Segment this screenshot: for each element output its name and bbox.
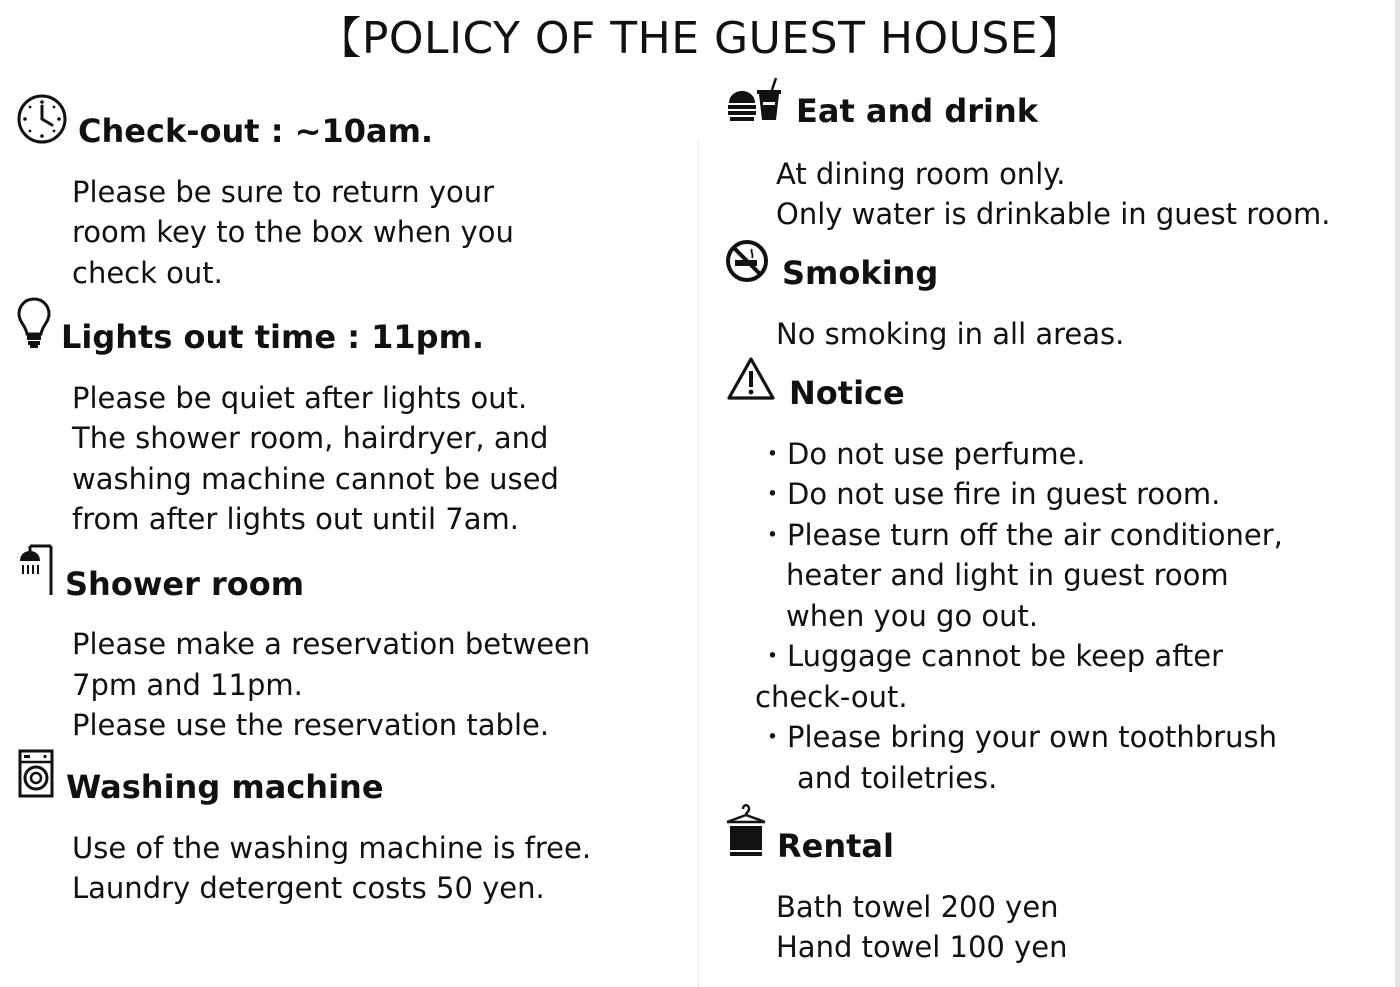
notice-heading: Notice xyxy=(789,374,905,412)
column-divider xyxy=(698,140,699,987)
checkout-text-line: Please be sure to return your xyxy=(72,175,495,209)
shower-text-line: Please use the reservation table. xyxy=(72,708,550,742)
shower-text-line: 7pm and 11pm. xyxy=(72,668,303,702)
notice-text-line: ・Luggage cannot be keep after xyxy=(758,639,1224,673)
washing-heading: Washing machine xyxy=(66,768,384,806)
checkout-text-line: room key to the box when you xyxy=(72,215,514,249)
lights-out-text-line: Please be quiet after lights out. xyxy=(72,381,528,415)
lights-out-heading: Lights out time : 11pm. xyxy=(61,318,485,356)
notice-text-line: ・Do not use perfume. xyxy=(758,437,1086,471)
notice-text-line: when you go out. xyxy=(786,599,1039,633)
lightbulb-icon xyxy=(16,296,52,350)
notice-text-line: ・Please turn off the air conditioner, xyxy=(758,518,1283,552)
clock-icon xyxy=(16,93,68,145)
lights-out-text-line: washing machine cannot be used xyxy=(72,462,559,496)
lights-out-text-line: The shower room, hairdryer, and xyxy=(72,421,549,455)
eat-drink-text-line: Only water is drinkable in guest room. xyxy=(776,197,1331,231)
shower-heading: Shower room xyxy=(65,565,305,603)
page-edge-shadow xyxy=(1395,0,1400,987)
page-title: 【POLICY OF THE GUEST HOUSE】 xyxy=(317,13,1083,64)
burger-drink-icon xyxy=(726,76,784,122)
eat-drink-heading: Eat and drink xyxy=(796,92,1039,130)
lights-out-text-line: from after lights out until 7am. xyxy=(72,502,519,536)
washing-text-line: Laundry detergent costs 50 yen. xyxy=(72,871,545,905)
notice-text-line: heater and light in guest room xyxy=(786,558,1229,592)
notice-text-line: ・Please bring your own toothbrush xyxy=(758,720,1278,754)
no-smoking-icon xyxy=(724,238,770,284)
checkout-heading: Check-out : ~10am. xyxy=(78,112,434,150)
eat-drink-text-line: At dining room only. xyxy=(776,157,1066,191)
notice-text-line: check-out. xyxy=(755,680,908,714)
checkout-text-line: check out. xyxy=(72,256,223,290)
smoking-heading: Smoking xyxy=(782,254,939,292)
rental-text-line: Bath towel 200 yen xyxy=(776,890,1059,924)
warning-icon xyxy=(726,356,776,402)
shower-text-line: Please make a reservation between xyxy=(72,627,591,661)
smoking-text-line: No smoking in all areas. xyxy=(776,317,1125,351)
towel-hanger-icon xyxy=(724,800,768,858)
rental-heading: Rental xyxy=(777,827,894,865)
rental-text-line: Hand towel 100 yen xyxy=(776,930,1068,964)
notice-text-line: ・Do not use fire in guest room. xyxy=(758,477,1221,511)
notice-text-line: and toiletries. xyxy=(797,761,998,795)
washing-machine-icon xyxy=(18,749,56,799)
washing-text-line: Use of the washing machine is free. xyxy=(72,831,592,865)
shower-icon xyxy=(18,543,56,597)
